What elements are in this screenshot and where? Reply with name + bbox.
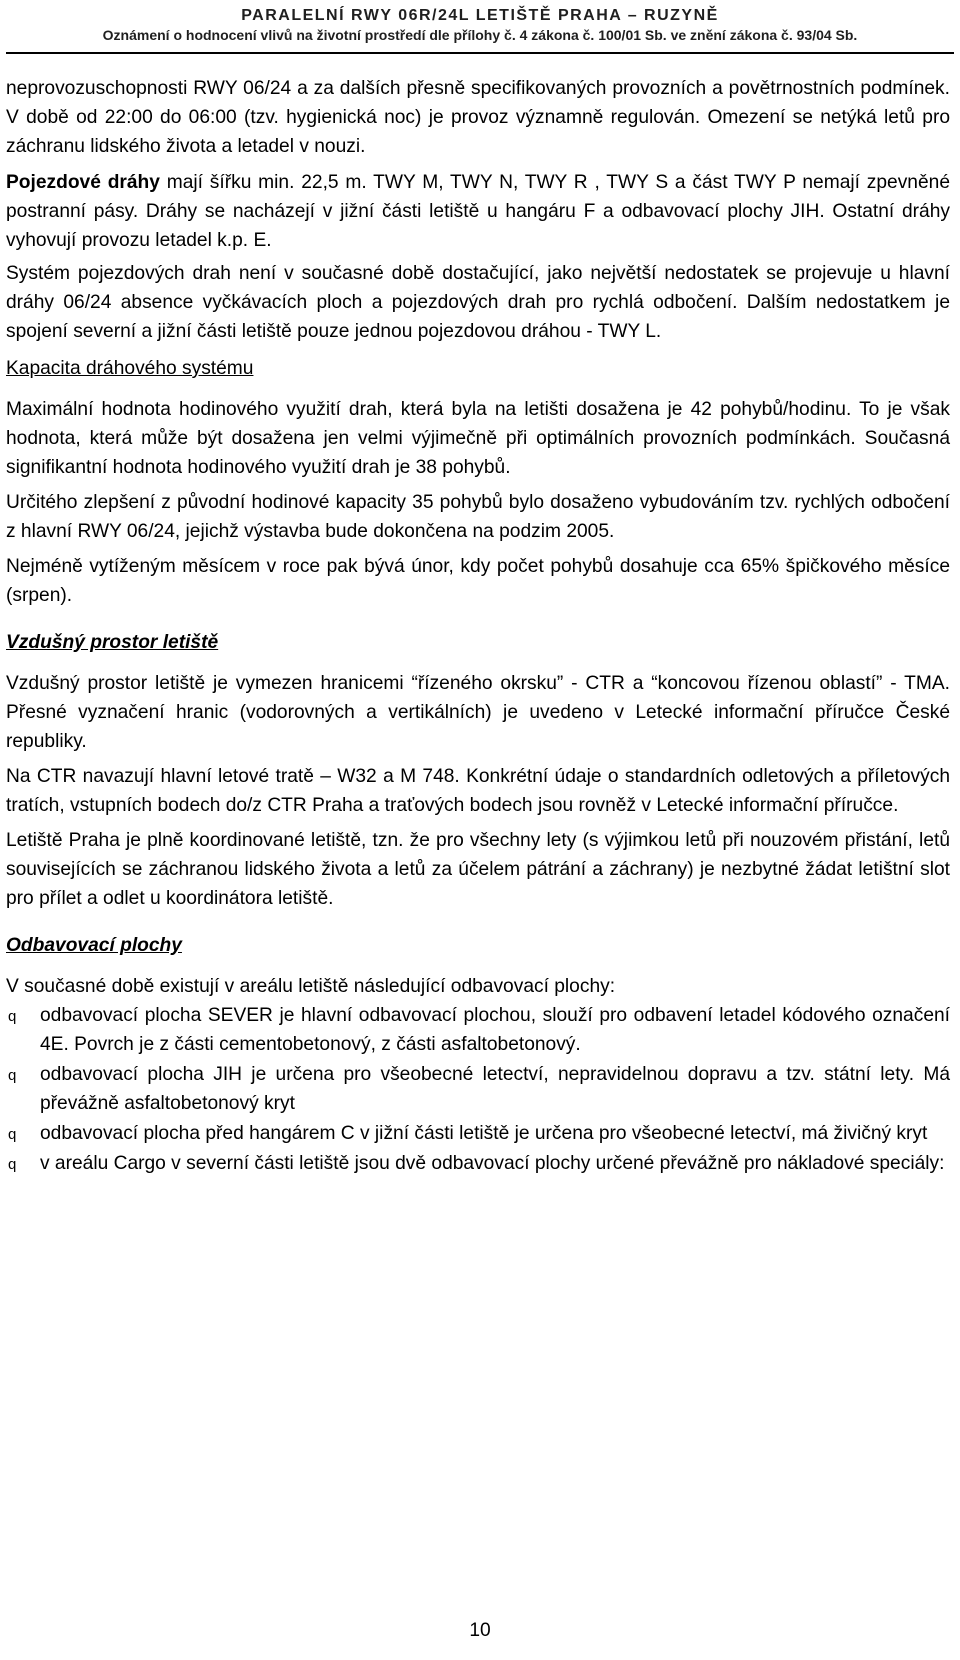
document-body (6, 74, 950, 1179)
paragraph-routes: Na CTR navazují hlavní letové tratě – W32 a M 748. Konkrétní údaje o standardních odletových a příletových tratích, vstupních bodech do/z CTR Praha a traťových bodech jsou rovněž v Letecké informační příručce. (6, 766, 950, 816)
taxiways-term: Pojezdové dráhy (6, 172, 160, 193)
heading-airspace: Vzdušný prostor letiště (6, 632, 219, 653)
header-subtitle: Oznámení o hodnocení vlivů na životní prostředí dle přílohy č. 4 zákona č. 100/01 Sb. ve znění zákona č. 93/04 Sb. (102, 27, 858, 43)
taxiways-text: mají šířku min. 22,5 m. TWY M, TWY N, TWY R , TWY S a část TWY P nemají zpevněné postranní pásy. Dráhy se nacházejí v jižní části letiště u hangáru F a odbavovací plochy JIH. Ostatní dráhy vyhovují provozu letadel k.p. E. (6, 172, 950, 251)
paragraph-capacity-improvement: Určitého zlepšení z původní hodinové kapacity 35 pohybů bylo dosaženo vybudováním tzv. rychlých odbočení z hlavní RWY 06/24, jejichž výstavba bude dokončena na podzim 2005. (6, 492, 950, 542)
paragraph-taxiway-system: Systém pojezdových drah není v současné době dostačující, jako největší nedostatek se projevuje u hlavní dráhy 06/24 absence vyčkávacích ploch a pojezdových drah pro rychlá odbočení. Dalším nedostatkem je spojení severní a jižní části letiště pouze jednou pojezdovou dráhou - TWY L. (6, 263, 950, 342)
header-title: PARALELNÍ RWY 06R/24L LETIŠTĚ PRAHA – RUZYNĚ (241, 7, 719, 24)
paragraph-runway-operation: neprovozuschopnosti RWY 06/24 a za dalších přesně specifikovaných provozních a povětrnostních podmínek. V době od 22:00 do 06:00 (tzv. hygienická noc) je provoz významně regulován. Omezení se netýká letů pro záchranu lidského života a letadel v nouzi. (6, 78, 950, 157)
paragraph-airspace-ctr-tma: Vzdušný prostor letiště je vymezen hranicemi “řízeného okrsku” - CTR a “koncovou řízenou oblastí” - TMA. Přesné vyznačení hranic (vodorovných a vertikálních) je uvedeno v Letecké informační příručce České republiky. (6, 673, 950, 752)
list-item: q v areálu Cargo v severní části letiště jsou dvě odbavovací plochy určené převážně pro nákladové speciály: (6, 1149, 950, 1178)
apron-list (6, 1001, 950, 1178)
list-item: q odbavovací plocha SEVER je hlavní odbavovací plochou, slouží pro odbavení letadel kódového označení 4E. Povrch je z části cementobetonový, z části asfaltobetonový. (6, 1001, 950, 1059)
bullet-marker: q (8, 1156, 17, 1173)
paragraph-coordinated-airport: Letiště Praha je plně koordinované letiště, tzn. že pro všechny lety (s výjimkou letů při nouzovém přistání, letů souvisejících se záchranou lidského života a letů za účelem pátrání a záchrany) je nezbytné žádat letištní slot pro přílet a odlet u koordinátora letiště. (6, 830, 950, 909)
bullet-marker: q (8, 1067, 17, 1084)
list-item: q odbavovací plocha před hangárem C v jižní části letiště je určena pro všeobecné letectví, má živičný kryt (6, 1119, 950, 1148)
page-number: 10 (469, 1620, 491, 1641)
heading-runway-capacity: Kapacita dráhového systému (6, 358, 254, 379)
paragraph-max-capacity: Maximální hodnota hodinového využití drah, která byla na letišti dosažena je 42 pohybů/hodinu. To je však hodnota, která může být dosažena jen velmi výjimečně při optimálních provozních podmínkách. Současná signifikantní hodnota hodinového využití drah je 38 pohybů. (6, 399, 950, 478)
bullet-marker: q (8, 1126, 17, 1143)
header-divider (6, 52, 954, 54)
paragraph-aprons-intro: V současné době existují v areálu letiště následující odbavovací plochy: (6, 976, 616, 997)
paragraph-taxiways (6, 168, 950, 255)
paragraph-least-busy-month: Nejméně vytíženým měsícem v roce pak bývá únor, kdy počet pohybů dosahuje cca 65% špičkového měsíce (srpen). (6, 556, 950, 606)
heading-aprons: Odbavovací plochy (6, 935, 182, 956)
page-header (0, 5, 960, 45)
list-item: q odbavovací plocha JIH je určena pro všeobecné letectví, nepravidelnou dopravu a tzv. státní lety. Má převážně asfaltobetonový kryt (6, 1060, 950, 1118)
bullet-marker: q (8, 1008, 17, 1025)
